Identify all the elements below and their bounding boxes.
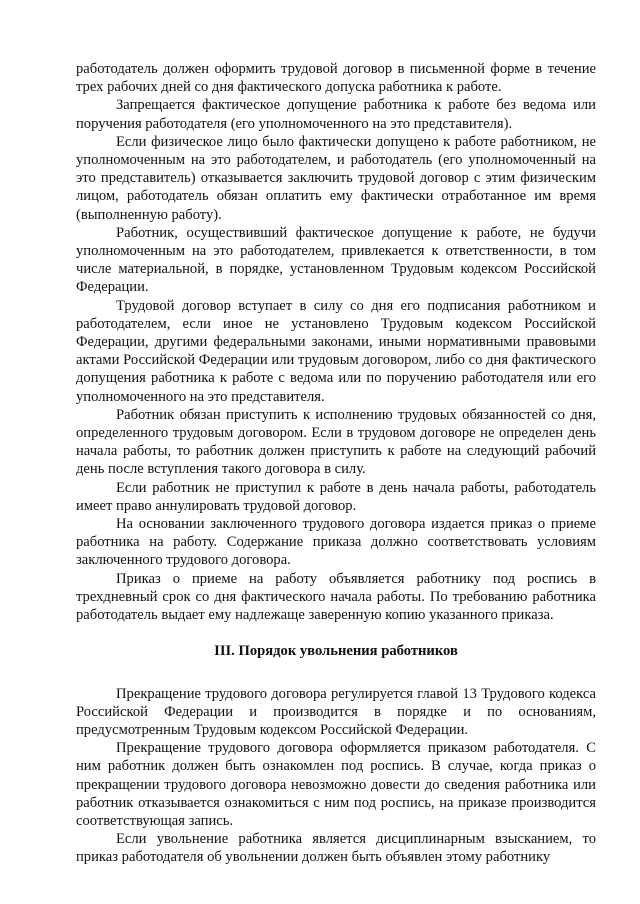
paragraph: Работник, осуществивший фактическое допущение к работе, не будучи уполномоченным на это работодателем, привлекается к ответственности, в том числе материальной, в порядке, установленном Трудовым кодексом Российской Федерации. [76,224,596,296]
paragraph: Трудовой договор вступает в силу со дня его подписания работником и работодателем, если иное не установлено Трудовым кодексом Российской Федерации, другими федеральными законами, иными нормативными правовыми актами Российской Федерации или трудовым договором, либо со дня фактического допущения работника к работе с ведома или по поручению работодателя или его уполномоченного на это представителя. [76,297,596,405]
paragraph: Если увольнение работника является дисциплинарным взысканием, то приказ работодателя об увольнении должен быть объявлен этому работнику [76,831,596,866]
paragraph: работодатель должен оформить трудовой договор в письменной форме в течение трех рабочих дней со дня фактического допуска работника к работе. [76,61,596,96]
paragraph: На основании заключенного трудового договора издается приказ о приеме работника на работу. Содержание приказа должно соответствовать условиям заключенного трудового договора. [76,516,596,569]
document-page [76,60,596,867]
paragraph: Приказ о приеме на работу объявляется работнику под роспись в трехдневный срок со дня фактического начала работы. По требованию работника работодатель выдает ему надлежаще заверенную копию указанного приказа. [76,570,596,624]
paragraph: Если работник не приступил к работе в день начала работы, работодатель имеет право аннулировать трудовой договор. [76,479,596,514]
paragraph: Если физическое лицо было фактически допущено к работе работником, не уполномоченным на это работодателем, и работодатель (его уполномоченный на это представитель) отказывается заключить трудовой договор с этим физическим лицом, работодатель обязан оплатить ему фактически отработанное им время (выполненную работу). [76,133,596,223]
paragraph: Прекращение трудового договора оформляется приказом работодателя. С ним работник должен быть ознакомлен под роспись. В случае, когда приказ о прекращении трудового договора невозможно довести до сведения работника или работник отказывается ознакомиться с ним под роспись, на приказе производится соответствующая запись. [76,740,596,829]
paragraph: Работник обязан приступить к исполнению трудовых обязанностей со дня, определенного трудовым договором. Если в трудовом договоре не определен день начала работы, то работник должен приступить к работе на следующий рабочий день после вступления такого договора в силу. [76,406,596,478]
section-heading: III. Порядок увольнения работников [214,643,458,660]
paragraph: Прекращение трудового договора регулируется главой 13 Трудового кодекса Российской Федерации и производится в порядке и по основаниям, предусмотренным Трудовым кодексом Российской Федерации. [76,685,596,738]
paragraph: Запрещается фактическое допущение работника к работе без ведома или поручения работодателя (его уполномоченного на это представителя). [76,97,596,132]
